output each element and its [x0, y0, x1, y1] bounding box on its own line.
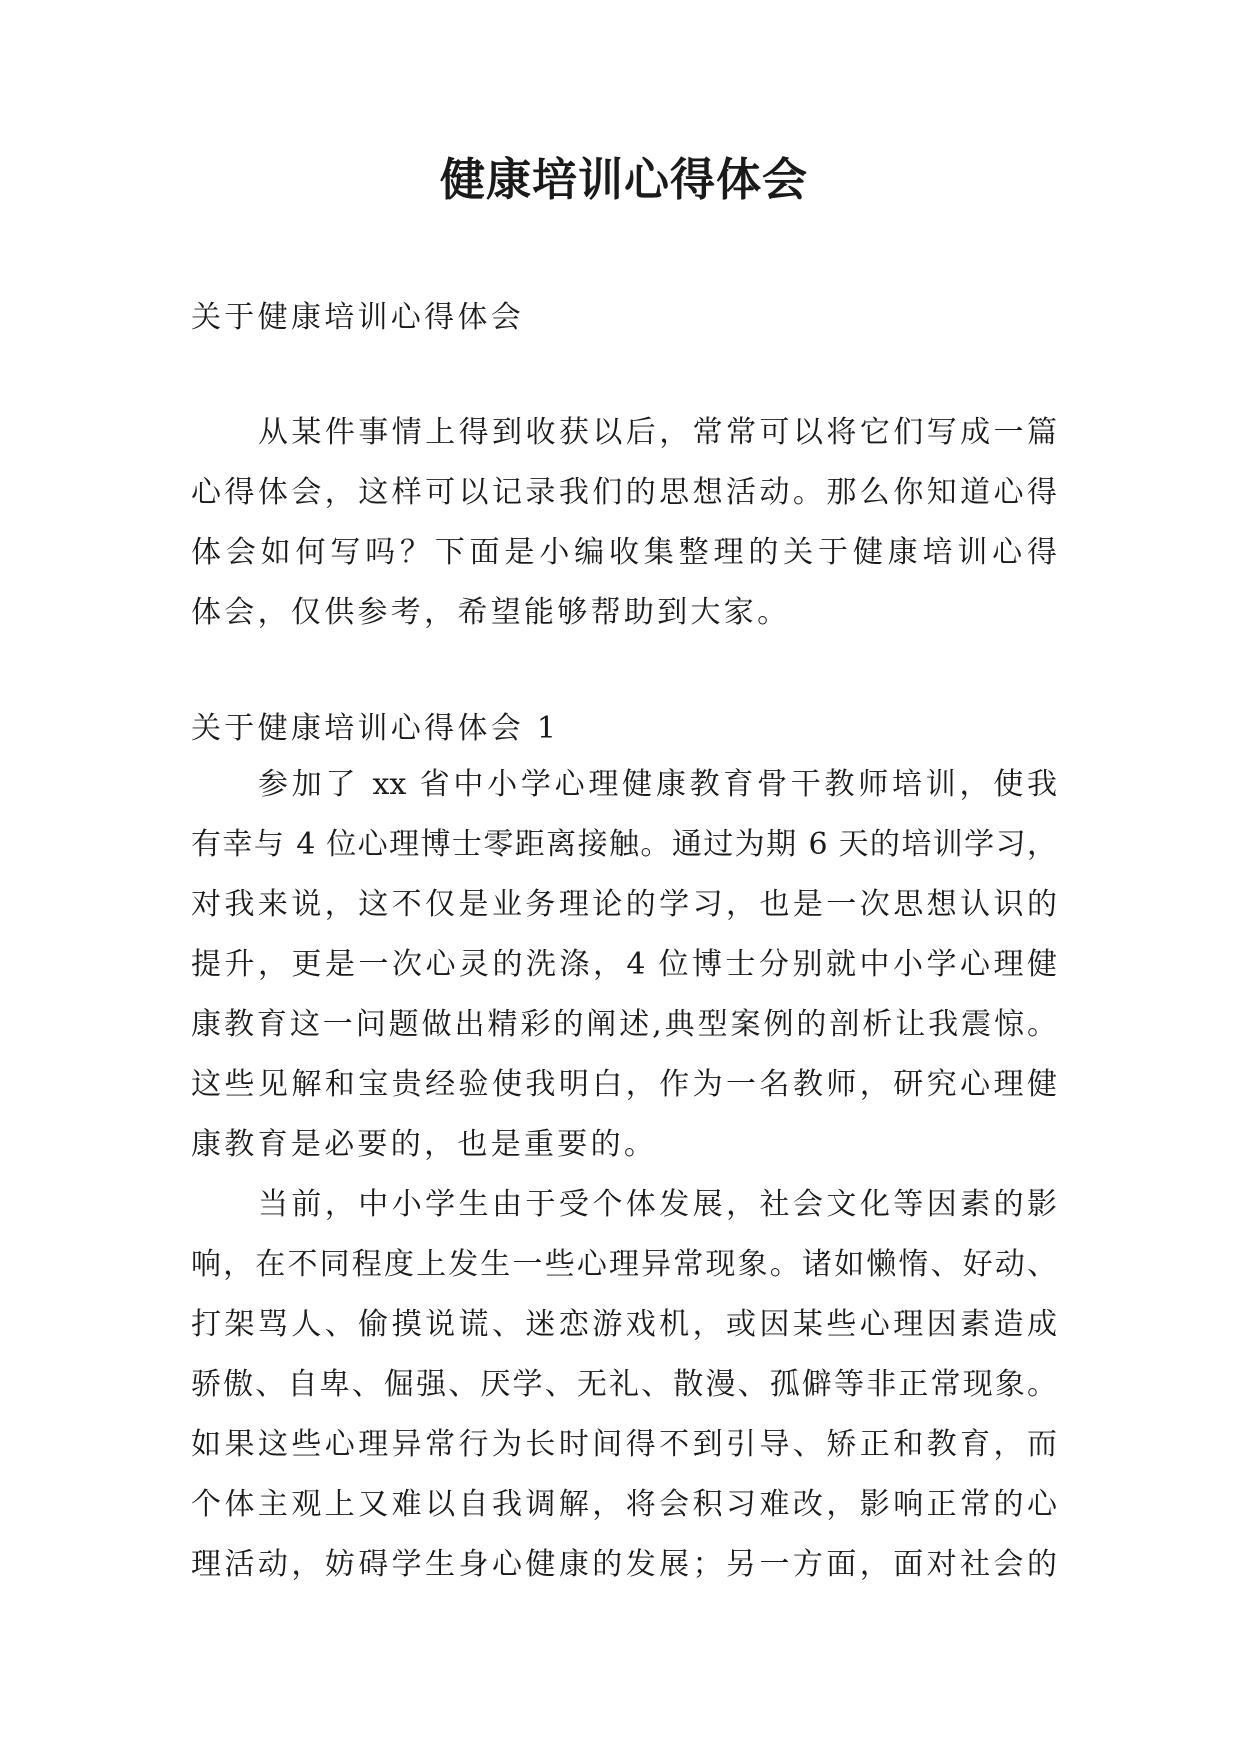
paragraph-line: 响，在不同程度上发生一些心理异常现象。诸如懒惰、好动、 [191, 1247, 1057, 1282]
paragraph-line: 当前，中小学生由于受个体发展，社会文化等因素的影 [258, 1187, 1057, 1222]
section-heading: 关于健康培训心得体会 1 [191, 711, 560, 746]
paragraph-line: 理活动，妨碍学生身心健康的发展；另一方面，面对社会的 [191, 1547, 1057, 1582]
paragraph-line: 这些见解和宝贵经验使我明白，作为一名教师，研究心理健 [191, 1067, 1057, 1102]
paragraph-line: 参加了 xx 省中小学心理健康教育骨干教师培训，使我 [258, 767, 1057, 802]
section-paragraph [191, 755, 1057, 1175]
paragraph-line: 个体主观上又难以自我调解，将会积习难改，影响正常的心 [191, 1487, 1057, 1522]
paragraph-line: 有幸与 4 位心理博士零距离接触。通过为期 6 天的培训学习， [191, 827, 1057, 862]
section-paragraph [191, 1175, 1057, 1595]
document-subtitle: 关于健康培训心得体会 [191, 300, 524, 335]
paragraph-line: 心得体会，这样可以记录我们的思想活动。那么你知道心得 [191, 475, 1057, 510]
paragraph-line: 康教育这一问题做出精彩的阐述,典型案例的剖析让我震惊。 [191, 1007, 1057, 1042]
paragraph-line: 骄傲、自卑、倔强、厌学、无礼、散漫、孤僻等非正常现象。 [191, 1367, 1057, 1402]
intro-paragraph [191, 403, 1057, 643]
paragraph-line: 对我来说，这不仅是业务理论的学习，也是一次思想认识的 [191, 887, 1057, 922]
paragraph-line: 如果这些心理异常行为长时间得不到引导、矫正和教育，而 [191, 1427, 1057, 1462]
paragraph-line: 提升，更是一次心灵的洗涤，4 位博士分别就中小学心理健 [191, 947, 1057, 982]
paragraph-line: 康教育是必要的，也是重要的。 [191, 1127, 658, 1162]
paragraph-line: 体会，仅供参考，希望能够帮助到大家。 [191, 595, 791, 630]
paragraph-line: 从某件事情上得到收获以后，常常可以将它们写成一篇 [258, 415, 1057, 450]
document-title: 健康培训心得体会 [439, 153, 808, 206]
paragraph-line: 体会如何写吗？下面是小编收集整理的关于健康培训心得 [191, 535, 1057, 570]
paragraph-line: 打架骂人、偷摸说谎、迷恋游戏机，或因某些心理因素造成 [191, 1307, 1057, 1342]
